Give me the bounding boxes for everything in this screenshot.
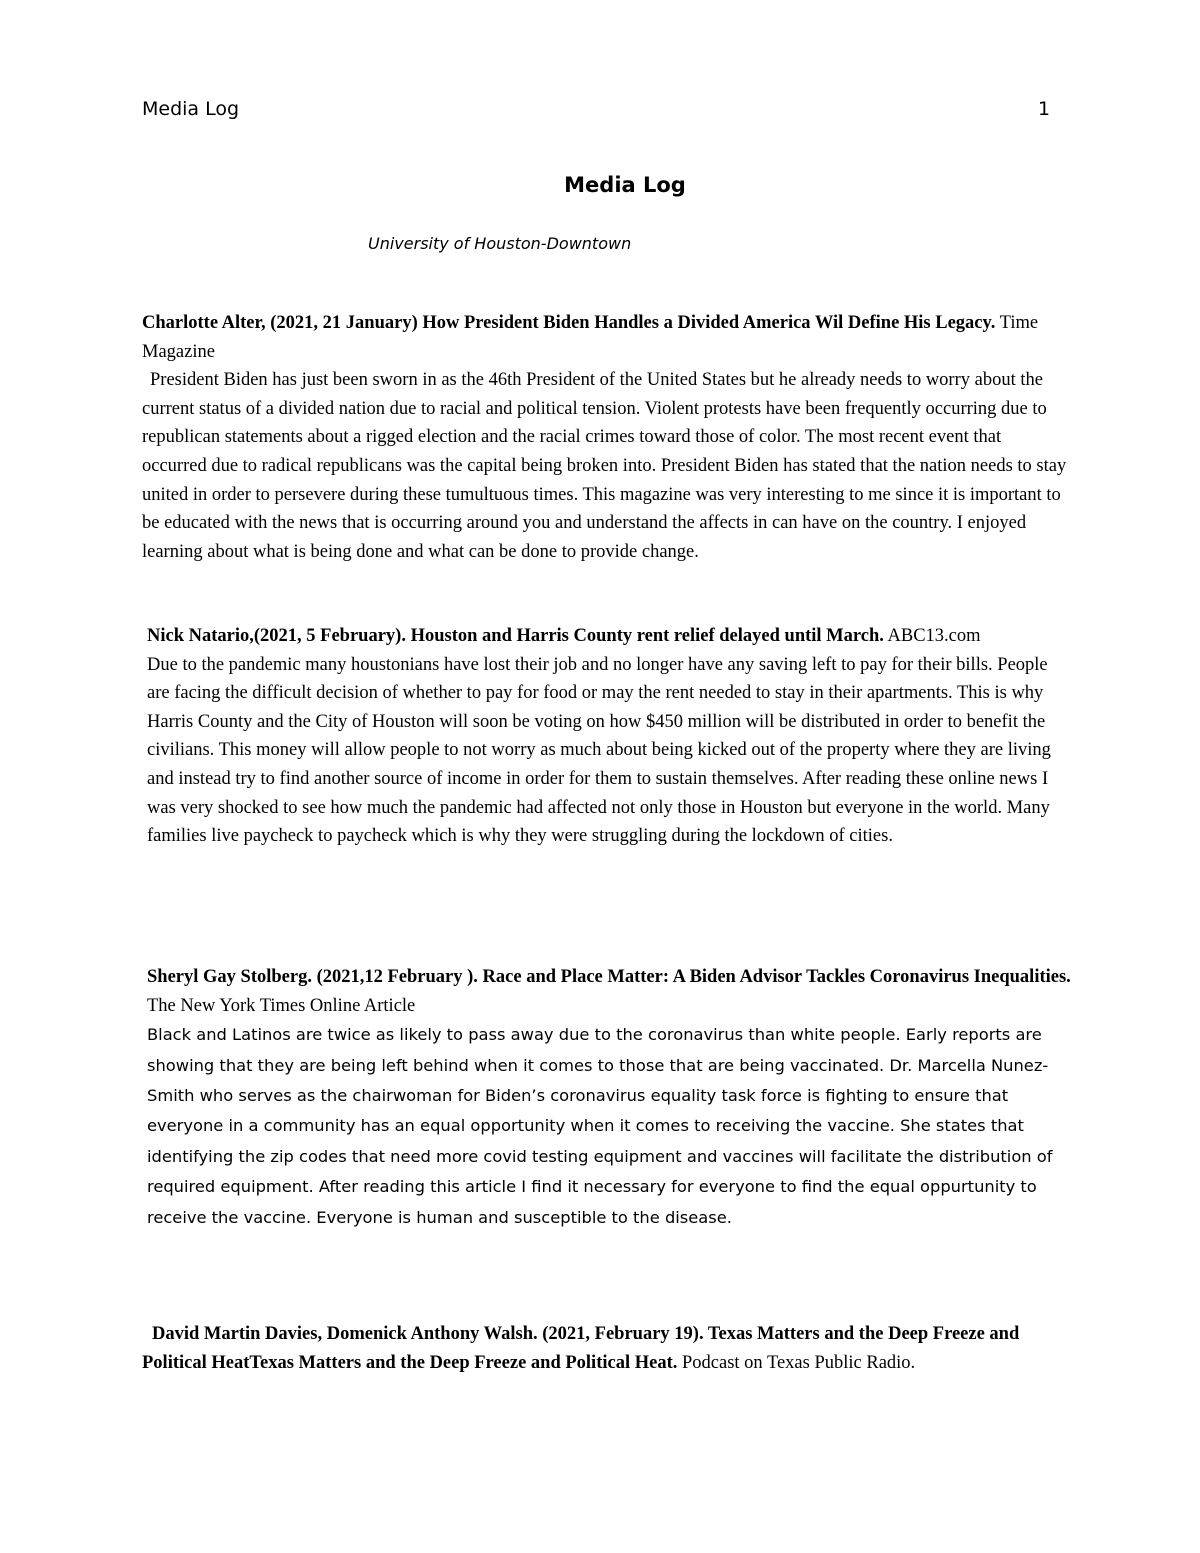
citation-source: Podcast on Texas Public Radio. [677,1352,916,1373]
entry-citation [142,1320,1067,1377]
entry-citation [142,309,1067,366]
page-number: 1 [1038,98,1051,120]
citation-title: Nick Natario,(2021, 5 February). Houston and Harris County rent relief delayed until March. [147,626,884,646]
entry-summary: Black and Latinos are twice as likely to pass away due to the coronavirus than white people. Early reports are showing that they are being left behind when it comes to those that are being vaccinated. Dr. Marcella Nunez- Smith who serves as the chairwoman for Biden’s coronavirus equality task force is fighting to ensure that everyone in a community has an equal opportunity when it comes to receiving the vaccine. She states that identifying the zip codes that need more covid testing equipment and vaccines will facilitate the distribution of required equipment. After reading this article I find it necessary for everyone to find the equal oppurtunity to receive the vaccine. Everyone is human and susceptible to the disease. [147,1025,1053,1227]
running-head: Media Log [142,98,240,120]
citation-title: Sheryl Gay Stolberg. (2021,12 February ). Race and Place Matter: A Biden Advisor Tackles Coronavirus Inequalities. [147,967,1071,987]
entry-citation [147,963,1072,1020]
document-title: Media Log [564,173,686,197]
media-entry-1 [142,309,1067,566]
citation-title: Charlotte Alter, (2021, 21 January) How President Biden Handles a Divided America Wil Define His Legacy. [142,313,996,333]
media-entry-4 [142,1320,1067,1377]
document-subtitle: University of Houston-Downtown [368,234,632,253]
citation-title: David Martin Davies, Domenick Anthony Walsh. (2021, February 19). Texas Matters and the Deep Freeze and Political HeatTexas Matters and the Deep Freeze and Political Heat. [142,1324,1020,1373]
entry-summary: Due to the pandemic many houstonians have lost their job and no longer have any saving left to pay for their bills. People are facing the difficult decision of whether to pay for food or may the rent needed to stay in their apartments. This is why Harris County and the City of Houston will soon be voting on how $450 million will be distributed in order to benefit the civilians. This money will allow people to not worry as much about being kicked out of the property where they are living and instead try to find another source of income in order for them to sustain themselves. After reading these online news I was very shocked to see how much the pandemic had affected not only those in Houston but everyone in the world. Many families live paycheck to paycheck which is why they were struggling during the lockdown of cities. [147,654,1051,847]
entry-citation [147,622,1072,651]
citation-source: Time Magazine [142,313,1039,362]
entry-summary: President Biden has just been sworn in as the 46th President of the United States but he already needs to worry about the current status of a divided nation due to racial and political tension. Violent protests have been frequently occurring due to republican statements about a rigged election and the racial crimes toward those of color. The most recent event that occurred due to radical republicans was the capital being broken into. President Biden has stated that the nation needs to stay united in order to persevere during these tumultuous times. This magazine was very interesting to me since it is important to be educated with the news that is occurring around you and understand the affects in can have on the country. I enjoyed learning about what is being done and what can be done to provide change. [142,370,1067,562]
citation-source: ABC13.com [883,626,981,646]
media-entry-3 [142,963,1072,1233]
citation-source: The New York Times Online Article [147,995,416,1016]
media-entry-2 [142,622,1072,851]
